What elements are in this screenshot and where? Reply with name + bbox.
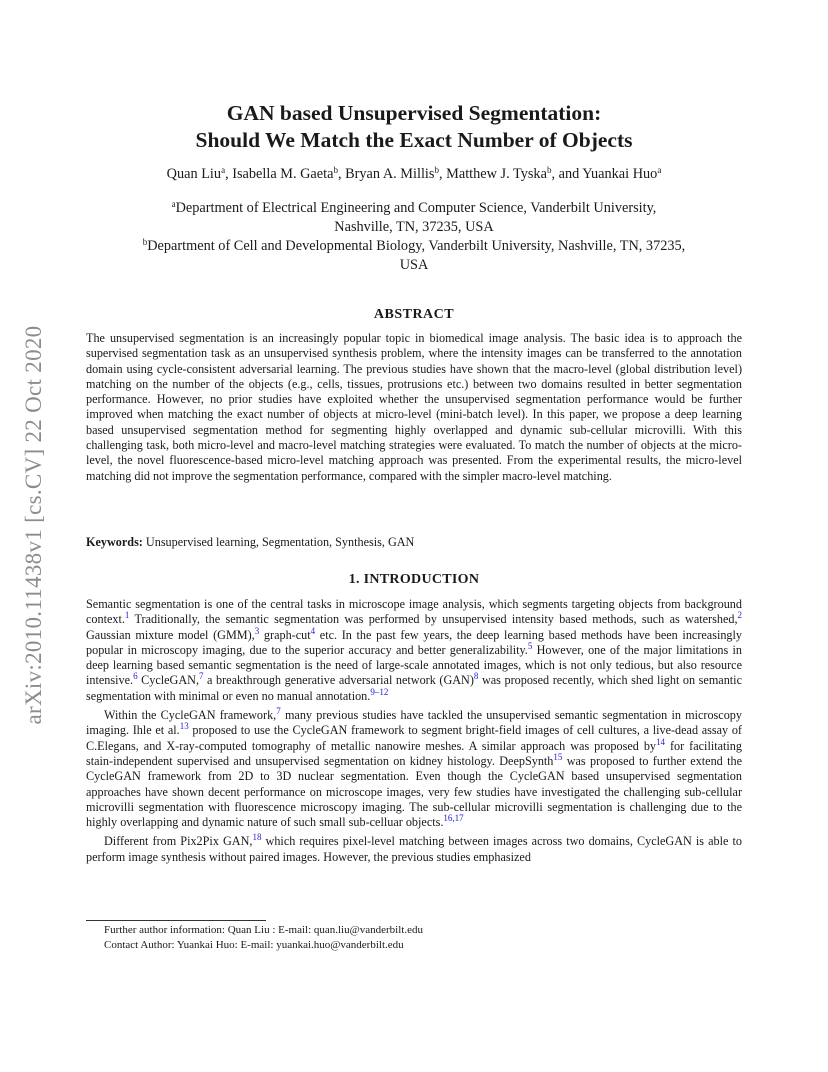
- paragraph-text: proposed to use the CycleGAN framework to segment bright-field images of cell cultures, a live-dead assay of C.Elegans, and X-ray-computed tomography of metallic nanowire meshes. A similar approach was proposed by: [86, 723, 742, 753]
- affiliations: [86, 199, 742, 275]
- paragraph-text: a breakthrough generative adversarial network (GAN): [203, 673, 474, 688]
- intro-paragraph-1: [86, 597, 742, 704]
- citation-link[interactable]: 14: [656, 736, 666, 747]
- affiliation-b: [86, 237, 742, 256]
- paragraph-text: graph-cut: [259, 627, 311, 642]
- title-line-2: Should We Match the Exact Number of Objects: [195, 128, 633, 152]
- footnote-divider: [86, 920, 266, 921]
- paragraph-text: many previous studies have tackled the unsupervised semantic segmentation in microscopy imaging. Ihle et al.: [86, 708, 742, 738]
- paragraph-text: CycleGAN,: [137, 673, 199, 688]
- arxiv-identifier: arXiv:2010.11438v1 [cs.CV] 22 Oct 2020: [21, 325, 46, 725]
- paragraph-text: Gaussian mixture model (GMM),: [86, 627, 255, 642]
- author-list: Quan Liu$^a$, Isabella M. Gaeta$^b$, Bryan A. Millis$^b$, Matthew J. Tyska$^b$, and Yuankai Huo$^a$: [166, 165, 662, 182]
- abstract-body: [86, 331, 742, 484]
- affiliation-line: Department of Electrical Engineering and Computer Science, Vanderbilt University,: [175, 200, 657, 216]
- citation-link[interactable]: 18: [252, 832, 262, 843]
- section-heading-introduction: 1. INTRODUCTION: [348, 572, 480, 587]
- paragraph-text: for facilitating stain-independent supervised and unsupervised segmentation on kidney histology. DeepSynth: [86, 738, 742, 768]
- citation-link[interactable]: 8: [473, 671, 479, 682]
- title-line-1: GAN based Unsupervised Segmentation:: [226, 101, 602, 125]
- affiliation-mark: a: [171, 199, 176, 210]
- author-affiliation-mark: b: [546, 165, 552, 176]
- author-name: Isabella M. Gaeta: [232, 166, 334, 182]
- citation-link[interactable]: 1: [124, 610, 130, 621]
- author-name: Bryan A. Millis: [345, 166, 435, 182]
- affiliation-a: [86, 199, 742, 218]
- abstract-heading: ABSTRACT: [373, 307, 455, 322]
- author-affiliation-mark: a: [221, 165, 226, 176]
- arxiv-sidebar: [12, 290, 56, 760]
- citation-link[interactable]: 9–12: [370, 686, 389, 697]
- intro-paragraph-2: [86, 708, 742, 830]
- affiliation-line: USA: [399, 257, 429, 273]
- citation-link[interactable]: 16,17: [443, 813, 464, 824]
- citation-link[interactable]: 2: [737, 610, 742, 621]
- paragraph-text: was proposed to further extend the CycleGAN framework from 2D to 3D nuclear segmentation. Even though the CycleGAN based unsupervised segmentation approaches have shown decent performance on microscope images, very few studies have investigated the challenging sub-cellular microvilli segmentation with fluorescence microscopy imaging. The sub-cellular microvilli segmentation is challenging due to the highly overlapping and dynamic nature of such small sub-celluar objects.: [86, 753, 742, 830]
- citation-link[interactable]: 4: [310, 625, 316, 636]
- paragraph-text: Within the CycleGAN framework,: [104, 708, 277, 723]
- citation-link[interactable]: 6: [133, 671, 138, 682]
- author-name: Matthew J. Tyska: [446, 166, 547, 182]
- footnote-author-info: Further author information: Quan Liu : E-mail: quan.liu@vanderbilt.edu: [104, 924, 423, 936]
- footnotes: [104, 923, 744, 953]
- keywords-label: Keywords:: [86, 535, 143, 549]
- paragraph-text: Traditionally, the semantic segmentation was performed by unsupervised intensity based methods, such as watershed,: [129, 612, 738, 627]
- author-name: Quan Liu: [166, 166, 222, 182]
- affiliation-line: Department of Cell and Developmental Biology, Vanderbilt University, Nashville, TN, 37235,: [147, 238, 686, 254]
- citation-link[interactable]: 13: [179, 721, 189, 732]
- paper-title: [86, 100, 742, 154]
- author-affiliation-mark: b: [434, 165, 439, 176]
- keywords-text: Unsupervised learning, Segmentation, Synthesis, GAN: [145, 535, 415, 549]
- affiliation-line: Nashville, TN, 37235, USA: [334, 219, 494, 235]
- paragraph-text: However, one of the major limitations in deep learning based semantic segmentation is the need of large-scale annotated images, which is not only tedious, but also resource intensive.: [86, 642, 742, 688]
- keywords: [86, 535, 742, 550]
- paragraph-text: Different from Pix2Pix GAN,: [104, 834, 253, 849]
- abstract-text: The unsupervised segmentation is an increasingly popular topic in biomedical image analysis. The basic idea is to approach the supervised segmentation task as an unsupervised synthesis problem, where the intensity images can be transferred to the annotation domain using cycle-consistent adversarial learning. The previous studies have shown that the macro-level (global distribution level) matching on the number of the objects (e.g., cells, tissues, protrusions etc.) between two domains resulted in better segmentation performance. However, no prior studies have exploited whether the unsupervised segmentation performance would be further improved when matching the exact number of objects at micro-level (mini-batch level). In this paper, we propose a deep learning based unsupervised segmentation method for segmenting highly overlapped and dynamic sub-cellular microvilli. With this challenging task, both micro-level and macro-level matching strategies were evaluated. To match the number of objects at the micro-level, the novel fluorescence-based micro-level matching approach was presented. From the experimental results, the micro-level matching did not improve the segmentation performance, compared with the simpler macro-level matching.: [86, 331, 742, 483]
- introduction-body: [86, 597, 742, 865]
- citation-link[interactable]: 15: [553, 752, 563, 763]
- intro-paragraph-3: [86, 834, 742, 865]
- paragraph-text: Semantic segmentation is one of the central tasks in microscope image analysis, which segments targeting objects from background context.: [86, 597, 742, 627]
- affiliation-mark: b: [142, 237, 148, 248]
- paragraph-text: was proposed recently, which shed light on semantic segmentation with minimal or even no manual annotation.: [86, 673, 742, 703]
- paragraph-text: etc. In the past few years, the deep learning based methods have been increasingly popular in microscopy imaging, due to the superior accuracy and better generalizability.: [86, 627, 742, 657]
- citation-link[interactable]: 7: [199, 671, 204, 682]
- citation-link[interactable]: 7: [276, 706, 281, 717]
- citation-link[interactable]: 3: [254, 625, 260, 636]
- author-affiliation-mark: a: [657, 165, 662, 176]
- author-name: and Yuankai Huo: [558, 166, 658, 182]
- footnote-contact-author: Contact Author: Yuankai Huo: E-mail: yuankai.huo@vanderbilt.edu: [104, 939, 404, 951]
- author-affiliation-mark: b: [333, 165, 338, 176]
- paragraph-text: which requires pixel-level matching between images across two domains, CycleGAN is able to perform image synthesis without paired images. However, the previous studies emphasized: [86, 834, 742, 864]
- citation-link[interactable]: 5: [527, 640, 533, 651]
